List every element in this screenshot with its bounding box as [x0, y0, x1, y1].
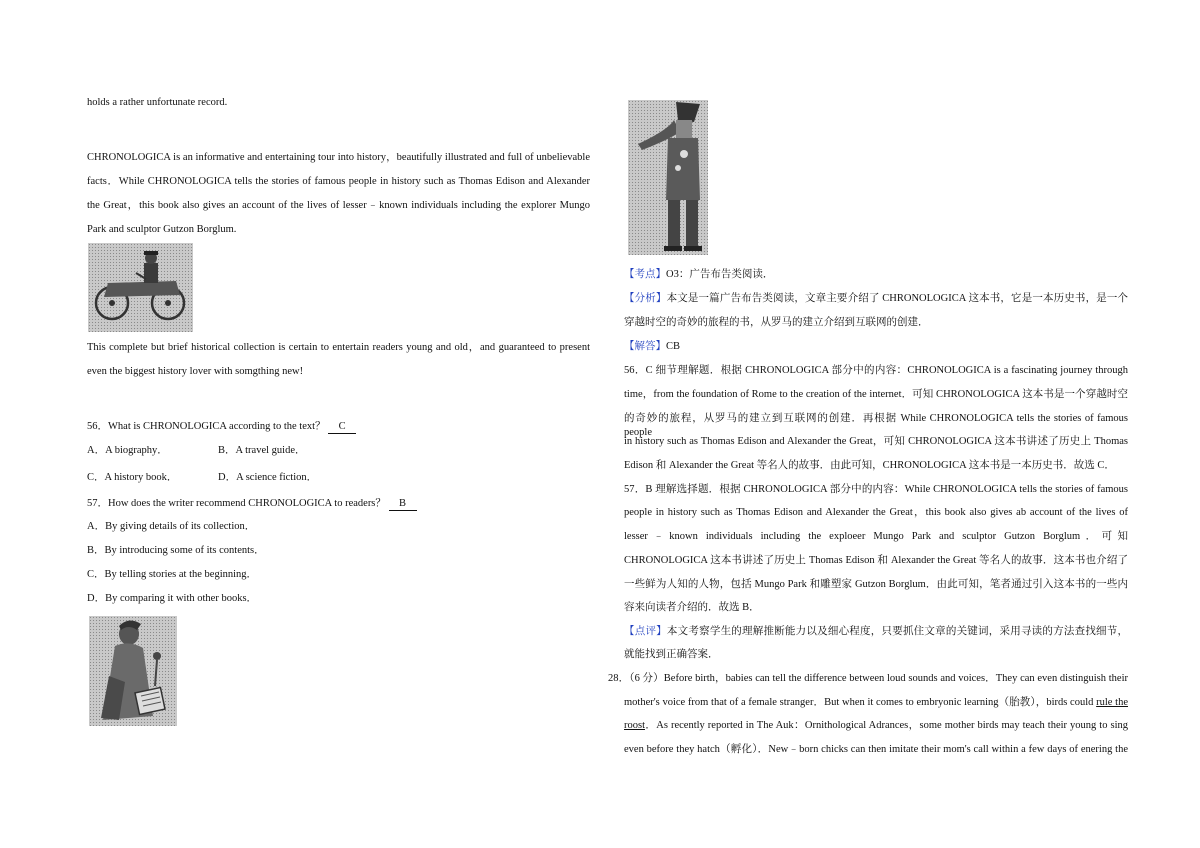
dianping-line: 就能找到正确答案．	[624, 649, 719, 660]
option-b: B．A travel guide．	[218, 445, 306, 456]
options-row	[87, 444, 487, 458]
q28-text: mother's voice from that of a female stranger．But when it comes to embryonic learning（胎教），birds could	[624, 697, 1097, 708]
fenxi-tag: 【分析】	[624, 293, 667, 304]
kaodian-text: O3：广告布告类阅读．	[666, 269, 774, 280]
answer-57-line: 57．B 理解选择题．根据 CHRONOLOGICA 部分中的内容：While CHRONOLOGICA tells the stories of famous	[624, 484, 1128, 495]
jieda-line	[624, 340, 680, 354]
passage-line: even the biggest history lover with somgthing new!	[87, 366, 304, 377]
answer-57-line: people in history such as Thomas Edison and Alexander the Great，this book also gives ab account of the lives of	[624, 507, 1128, 518]
standing-figure-illustration	[628, 100, 708, 255]
fenxi-line: 穿越时空的奇妙的旅程的书，从罗马的建立介绍到互联网的创建．	[624, 317, 929, 328]
passage-fragment: holds a rather unfortunate record.	[87, 97, 228, 108]
answer-blank: C	[328, 421, 356, 434]
fenxi-text: 本文是一篇广告布告类阅读，文章主要介绍了 CHRONOLOGICA 这本书，它是一本历史书，是一个	[666, 293, 1129, 304]
answer-57-line: lesser﹣known individuals including the exploeer Mungo Park and sculptor Gutzon Borglum．可知	[624, 531, 1128, 542]
fenxi-line	[624, 292, 1128, 306]
option-c: C．A history book．	[87, 472, 178, 483]
answer-57-line: CHRONOLOGICA 这本书讲述了历史上 Thomas Edison 和 Alexander the Great 等名人的故事．这本书也介绍了	[624, 555, 1128, 566]
question-stem: 56．What is CHRONOLOGICA according to the text？	[87, 421, 326, 432]
passage-line: the Great，this book also gives an account of the lives of lesser﹣known individuals including the explorer Mungo	[87, 200, 590, 211]
underlined-phrase: rule the	[1096, 697, 1128, 708]
passage-line: This complete but brief historical collection is certain to entertain readers young and old，and guaranteed to present	[87, 342, 590, 353]
q28-line	[624, 719, 1128, 733]
answer-56-line: Edison 和 Alexander the Great 等名人的故事．由此可知，CHRONOLOGICA 这本书是一本历史书．故选 C．	[624, 460, 1115, 471]
option-a: A．A biography．	[87, 445, 168, 456]
passage-line: Park and sculptor Gutzon Borglum.	[87, 224, 237, 235]
option-d: D．By comparing it with other books．	[87, 593, 258, 604]
dianping-tag: 【点评】	[624, 626, 667, 637]
question-57	[87, 497, 417, 511]
option-b: B．By introducing some of its contents．	[87, 545, 265, 556]
kaodian-tag: 【考点】	[624, 269, 666, 280]
underlined-phrase: roost	[624, 720, 645, 731]
q28-line	[624, 696, 1128, 710]
answer-56-line: 的奇妙的旅程，从罗马的建立到互联网的创建．再根据 While CHRONOLOGICA tells the stories of famous people	[624, 413, 1128, 438]
answer-56-line: time，from the foundation of Rome to the creation of the internet．可知 CHRONOLOGICA 这本书是一个穿越时空	[624, 389, 1128, 400]
woman-reading-illustration	[89, 616, 177, 726]
jieda-text: CB	[666, 341, 681, 352]
option-a: A．By giving details of its collection．	[87, 521, 256, 532]
answer-56-line: in history such as Thomas Edison and Alexander the Great，可知 CHRONOLOGICA 这本书讲述了历史上 Thomas	[624, 436, 1128, 447]
answer-57-line: 容来向读者介绍的．故选 B．	[624, 602, 760, 613]
jieda-tag: 【解答】	[624, 341, 666, 352]
option-d: D．A science fiction．	[218, 472, 318, 483]
q28-line: 28．（6 分）Before birth，babies can tell the difference between loud sounds and voices．They can even distinguish their	[608, 673, 1128, 684]
question-56	[87, 420, 356, 434]
dianping-text: 本文考察学生的理解推断能力以及细心程度，只要抓住文章的关键词，采用寻读的方法查找细节，	[666, 626, 1129, 637]
passage-line: facts．While CHRONOLOGICA tells the stories of famous people in history such as Thomas Edison and Alexander	[87, 176, 590, 187]
old-car-illustration	[88, 243, 193, 332]
passage-line: CHRONOLOGICA is an informative and entertaining tour into history，beautifully illustrated and full of unbelievable	[87, 152, 590, 163]
answer-56-line: 56．C 细节理解题．根据 CHRONOLOGICA 部分中的内容：CHRONOLOGICA is a fascinating journey through	[624, 365, 1128, 376]
dianping-line	[624, 625, 1128, 639]
q28-line: even before they hatch（孵化）．New﹣born chicks can then imitate their mom's call within a few days of enering the	[624, 744, 1128, 755]
answer-57-line: 一些鲜为人知的人物，包括 Mungo Park 和雕塑家 Gutzon Borglum．由此可知，笔者通过引入这本书的一些内	[624, 579, 1128, 590]
option-c: C．By telling stories at the beginning．	[87, 569, 258, 580]
options-row	[87, 471, 487, 485]
question-stem: 57．How does the writer recommend CHRONOLOGICA to readers？	[87, 498, 386, 509]
answer-blank: B	[389, 498, 417, 511]
q28-text: ．As recently reported in The Auk：Ornithological Adrances，some mother birds may teach their young to sing	[645, 720, 1128, 731]
kaodian-line	[624, 268, 773, 282]
